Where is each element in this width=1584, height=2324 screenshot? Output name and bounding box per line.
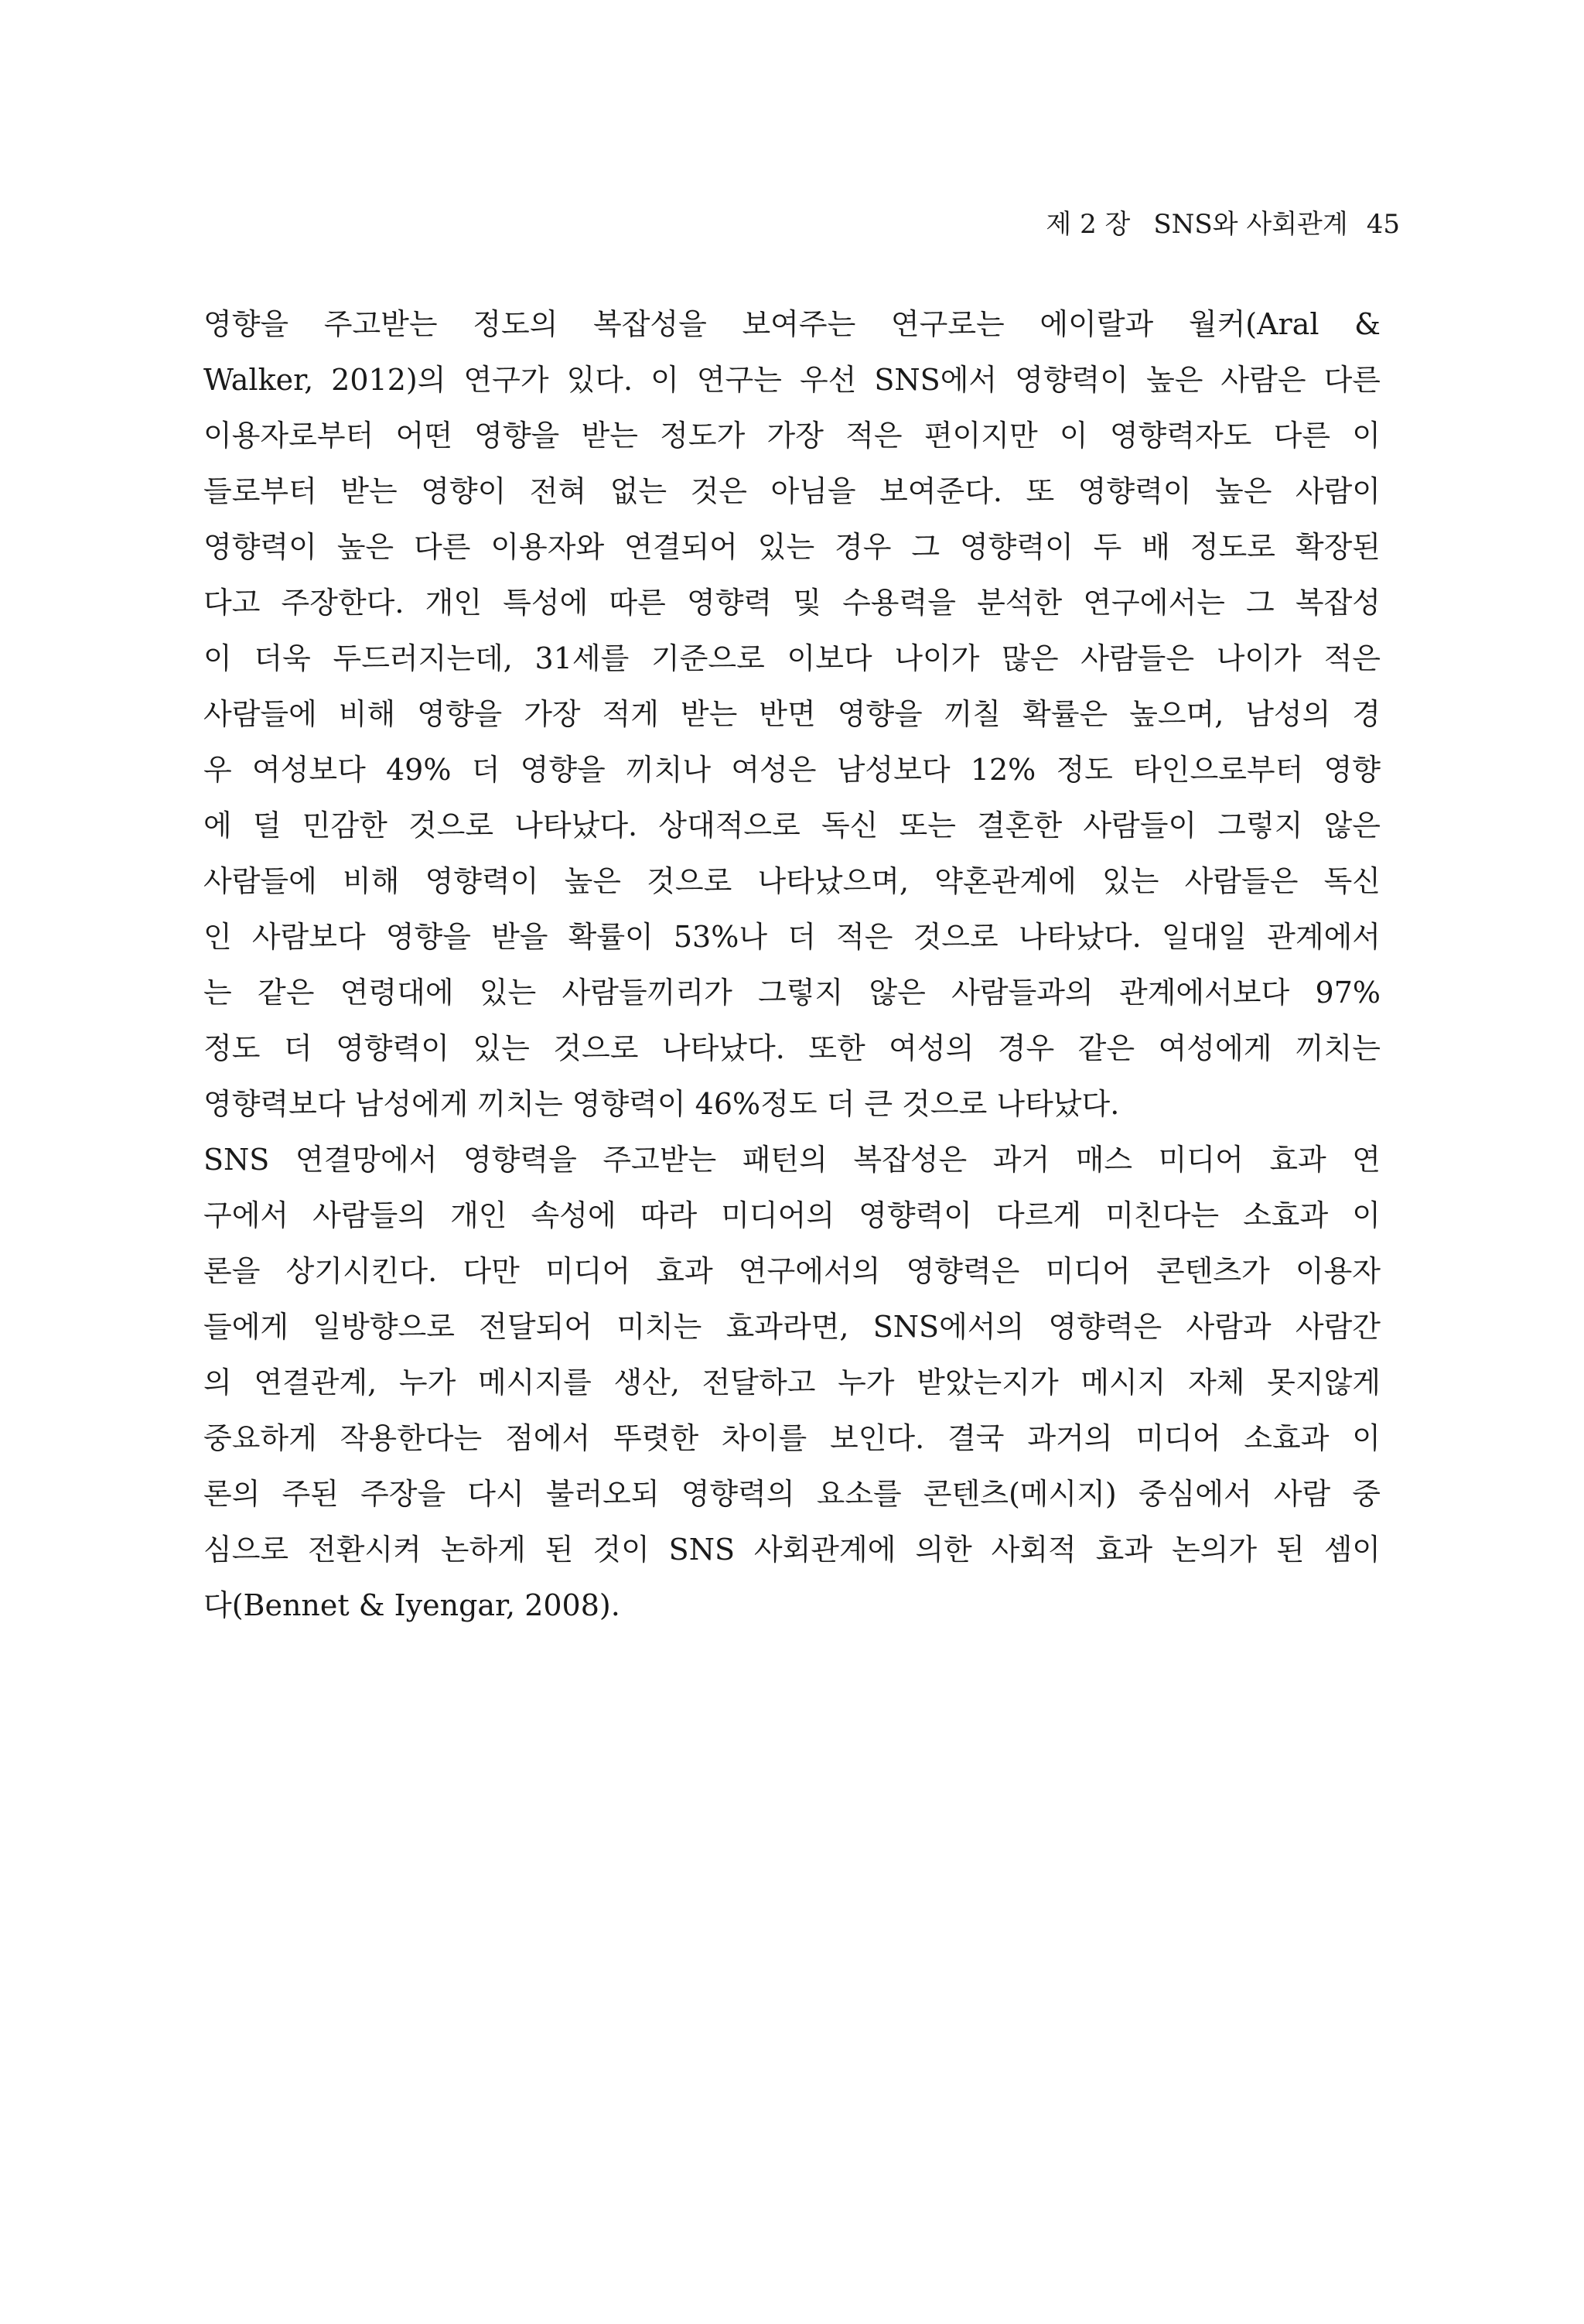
- text-line: 중요하게 작용한다는 점에서 뚜렷한 차이를 보인다. 결국 과거의 미디어 소효과 이: [203, 1421, 1381, 1455]
- text-line: 이용자로부터 어떤 영향을 받는 정도가 가장 적은 편이지만 이 영향력자도 다른 이: [203, 419, 1381, 453]
- text-line: 사람들에 비해 영향력이 높은 것으로 나타났으며, 약혼관계에 있는 사람들은 독신: [203, 864, 1381, 898]
- text-line: 다고 주장한다. 개인 특성에 따른 영향력 및 수용력을 분석한 연구에서는 그 복잡성: [203, 586, 1381, 620]
- text-line: 론의 주된 주장을 다시 불러오되 영향력의 요소를 콘텐츠(메시지) 중심에서 사람 중: [203, 1477, 1381, 1511]
- paragraph-2: [203, 1132, 1381, 1633]
- text-line: 는 같은 연령대에 있는 사람들끼리가 그렇지 않은 사람들과의 관계에서보다 97%: [203, 976, 1381, 1010]
- text-line: 들에게 일방향으로 전달되어 미치는 효과라면, SNS에서의 영향력은 사람과 사람간: [203, 1310, 1381, 1344]
- text-line: 사람들에 비해 영향을 가장 적게 받는 반면 영향을 끼칠 확률은 높으며, 남성의 경: [203, 697, 1381, 731]
- text-line: 우 여성보다 49% 더 영향을 끼치나 여성은 남성보다 12% 정도 타인으로부터 영향: [203, 753, 1381, 787]
- text-line: 다(Bennet & Iyengar, 2008).: [203, 1588, 620, 1622]
- page-number: 45: [1366, 209, 1400, 240]
- text-line: 인 사람보다 영향을 받을 확률이 53%나 더 적은 것으로 나타났다. 일대일 관계에서: [203, 920, 1381, 954]
- text-line: 영향력이 높은 다른 이용자와 연결되어 있는 경우 그 영향력이 두 배 정도로 확장된: [203, 530, 1381, 564]
- text-line: 에 덜 민감한 것으로 나타났다. 상대적으로 독신 또는 결혼한 사람들이 그렇지 않은: [203, 808, 1381, 842]
- text-line: 영향력보다 남성에게 끼치는 영향력이 46%정도 더 큰 것으로 나타났다.: [203, 1087, 1120, 1121]
- body-text: [203, 296, 1381, 1633]
- text-line: 정도 더 영향력이 있는 것으로 나타났다. 또한 여성의 경우 같은 여성에게 끼치는: [203, 1031, 1381, 1065]
- chapter-title: SNS와 사회관계: [1153, 209, 1348, 240]
- text-line: 의 연결관계, 누가 메시지를 생산, 전달하고 누가 받았는지가 메시지 자체 못지않게: [203, 1365, 1381, 1400]
- text-line: 구에서 사람들의 개인 속성에 따라 미디어의 영향력이 다르게 미친다는 소효과 이: [203, 1198, 1381, 1232]
- running-header: [1046, 207, 1400, 241]
- text-line: 들로부터 받는 영향이 전혀 없는 것은 아님을 보여준다. 또 영향력이 높은 사람이: [203, 474, 1381, 508]
- text-line: 심으로 전환시켜 논하게 된 것이 SNS 사회관계에 의한 사회적 효과 논의가 된 셈이: [203, 1533, 1381, 1567]
- text-line: 론을 상기시킨다. 다만 미디어 효과 연구에서의 영향력은 미디어 콘텐츠가 이용자: [203, 1254, 1381, 1288]
- text-line: Walker, 2012)의 연구가 있다. 이 연구는 우선 SNS에서 영향력이 높은 사람은 다른: [203, 363, 1381, 397]
- text-line: 영향을 주고받는 정도의 복잡성을 보여주는 연구로는 에이랄과 월커(Aral &: [203, 307, 1381, 341]
- paragraph-1: [203, 296, 1381, 1132]
- chapter-label: 제 2 장: [1046, 209, 1131, 240]
- text-line: SNS 연결망에서 영향력을 주고받는 패턴의 복잡성은 과거 매스 미디어 효과 연: [203, 1143, 1381, 1177]
- text-line: 이 더욱 두드러지는데, 31세를 기준으로 이보다 나이가 많은 사람들은 나이가 적은: [203, 641, 1381, 675]
